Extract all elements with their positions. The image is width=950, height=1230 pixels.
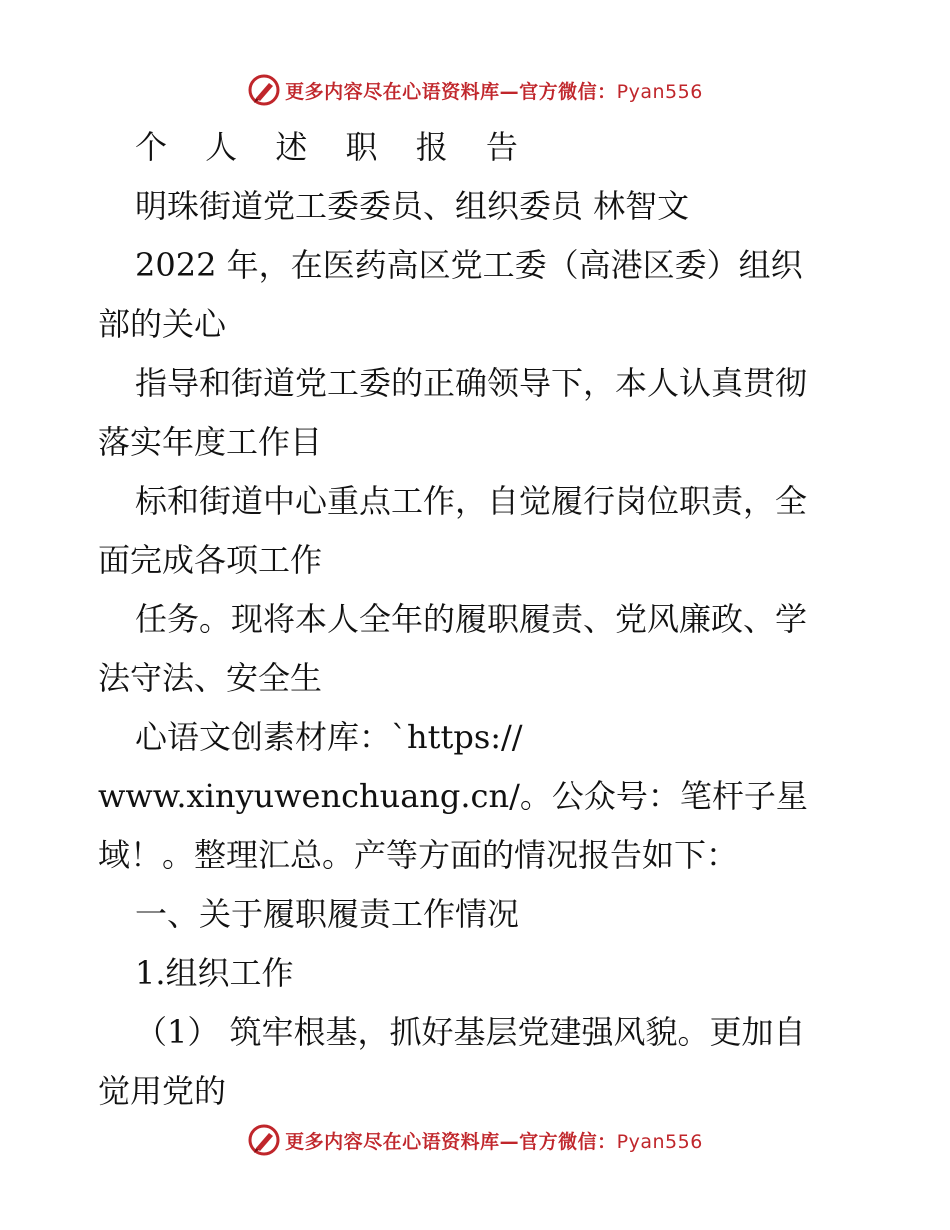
- pen-logo-icon: [247, 73, 281, 107]
- doc-line: 指导和街道党工委的正确领导下，本人认真贯彻: [135, 364, 808, 402]
- footer-banner-text: 更多内容尽在心语资料库—官方微信：Pyan556: [285, 1130, 703, 1153]
- doc-line: （1） 筑牢根基，抓好基层党建强风貌。更加自: [135, 1013, 806, 1051]
- doc-line: 心语文创素材库：`https://: [135, 718, 523, 756]
- doc-line: 觉用党的: [98, 1072, 227, 1110]
- wechat-id: Pyan556: [616, 1130, 703, 1153]
- doc-line: 域！。整理汇总。产等方面的情况报告如下：: [98, 836, 739, 874]
- footer-banner: [0, 1120, 950, 1160]
- header-banner-text: 更多内容尽在心语资料库—官方微信：Pyan556: [285, 80, 703, 103]
- doc-line: 法守法、安全生: [98, 659, 323, 697]
- doc-line: 标和街道中心重点工作，自觉履行岗位职责，全: [135, 482, 808, 520]
- doc-line: 面完成各项工作: [98, 541, 323, 579]
- section-heading: 一、关于履职履责工作情况: [135, 895, 520, 933]
- doc-line: 落实年度工作目: [98, 423, 323, 461]
- doc-line: 任务。现将本人全年的履职履责、党风廉政、学: [135, 600, 808, 638]
- doc-author: 明珠街道党工委委员、组织委员 林智文: [135, 187, 690, 225]
- doc-line: www.xinyuwenchuang.cn/。公众号：笔杆子星: [98, 777, 808, 815]
- doc-line: 部的关心: [98, 305, 227, 343]
- document-body: [98, 118, 858, 1121]
- wechat-id: Pyan556: [616, 80, 703, 103]
- pen-logo-icon: [247, 1123, 281, 1157]
- subsection-heading: 1.组织工作: [135, 954, 294, 992]
- header-banner: [0, 70, 950, 110]
- doc-line: 2022 年，在医药高区党工委（高港区委）组织: [135, 246, 803, 284]
- doc-title: 个 人 述 职 报 告: [135, 128, 532, 166]
